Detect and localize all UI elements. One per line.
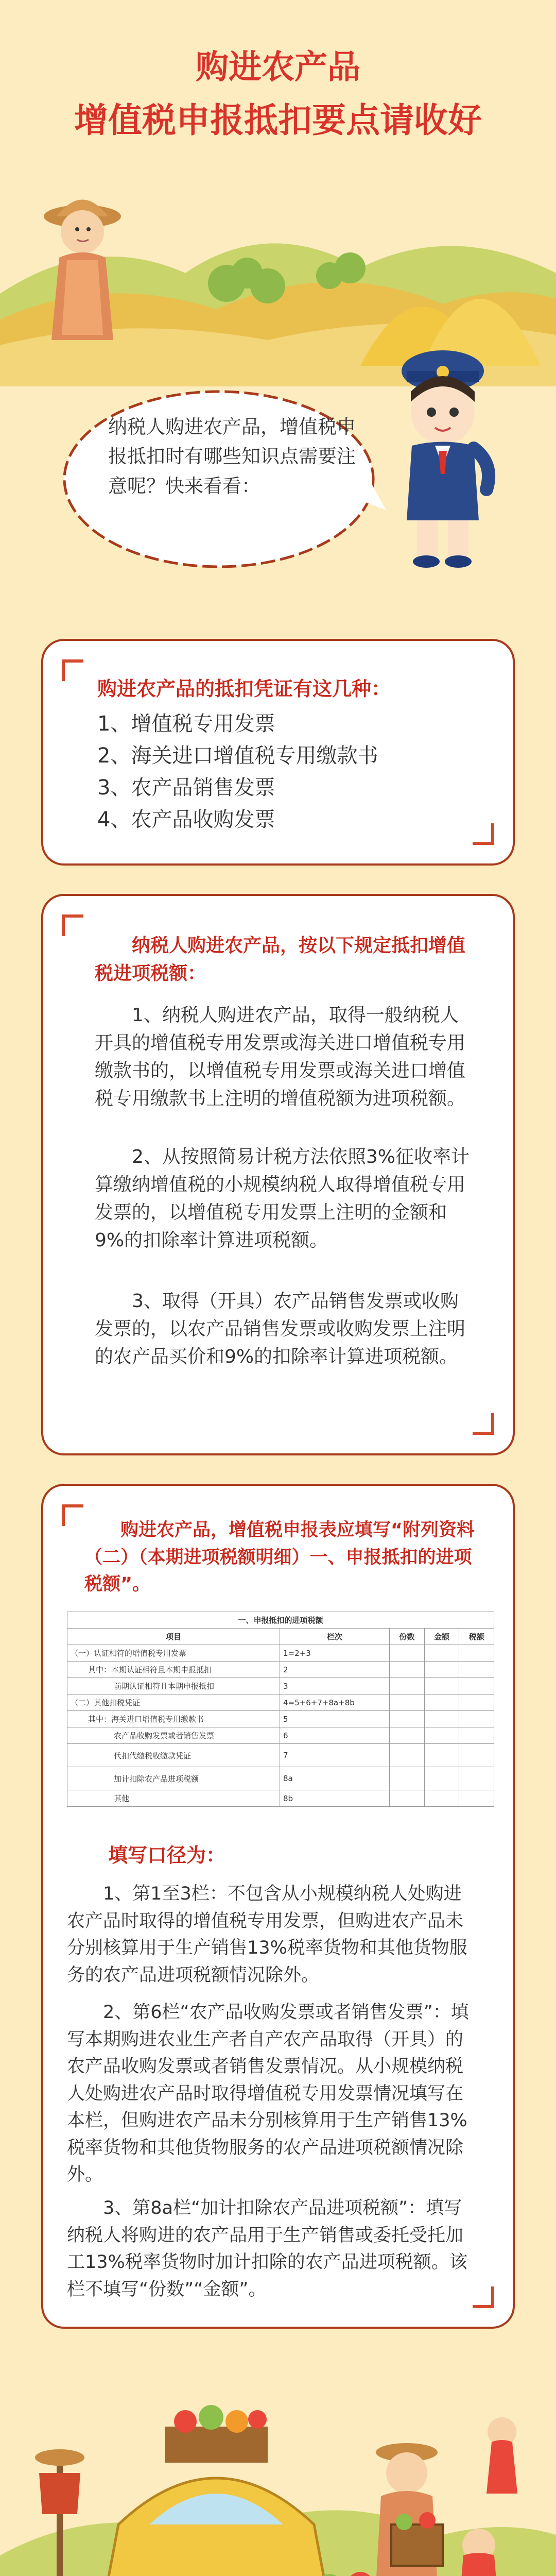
table-row [67,1645,494,1662]
intro-text: 纳税人购进农产品，增值税申报抵扣时有哪些知识点需要注意呢？快来看看： [108,416,356,497]
card2-heading: 纳税人购进农产品，按以下规定抵扣增值税进项税额： [95,935,466,984]
table-cell: 6 [280,1727,390,1744]
list-item: 1、增值税专用发票 [97,712,275,736]
table-cell: 5 [280,1711,390,1727]
table-cell: 其中：海关进口增值税专用缴款书 [67,1711,280,1727]
table-row [67,1678,494,1694]
table-row [67,1744,494,1767]
fill-paragraph: 1、第1至3栏：不包含从小规模纳税人处购进农产品时取得的增值税专用发票，但购进农产品未分别核算用于生产销售13%税率货物和其他货物服务的农产品进项税额情况除外。 [67,1884,467,1986]
table-row [67,1662,494,1678]
table-cell: 代扣代缴税收缴款凭证 [67,1744,280,1767]
table-cell: 8b [280,1790,390,1807]
list-item: 2、海关进口增值税专用缴款书 [97,744,378,768]
table-cell: （二）其他扣税凭证 [67,1694,280,1711]
table-cell: 农产品收购发票或者销售发票 [67,1727,280,1744]
table-cell: 其中：本期认证相符且本期申报抵扣 [67,1662,280,1678]
corner-decoration [473,1413,494,1435]
table-header: 栏次 [280,1629,390,1645]
corner-decoration [62,1504,83,1526]
table-header: 项目 [67,1629,280,1645]
card3-heading: 购进农产品，增值税申报表应填写“附列资料（二）（本期进项税额明细）一、申报抵扣的进项税额”。 [84,1520,475,1595]
table-cell: 4=5+6+7+8a+8b [280,1694,390,1711]
table-cell: 8a [280,1767,390,1790]
table-cell: 前期认证相符且本期申报抵扣 [67,1678,280,1694]
title-line-1: 购进农产品 [196,48,360,87]
corner-decoration [62,659,83,681]
rule-paragraph: 3、取得（开具）农产品销售发票或收购发票的，以农产品销售发票或收购发票上注明的农产品买价和9%的扣除率计算进项税额。 [95,1291,466,1367]
table-header: 税额 [459,1629,494,1645]
tax-officer-illustration [381,335,505,572]
card1-heading: 购进农产品的抵扣凭证有这几种： [97,677,391,700]
table-cell: 3 [280,1678,390,1694]
deduction-table [67,1612,494,1807]
table-cell: 2 [280,1662,390,1678]
voucher-types-card [41,639,515,866]
title-line-2: 增值税申报抵扣要点请收好 [74,100,482,141]
harvest-scene-illustration [0,2370,556,2576]
fill-paragraph: 3、第8a栏“加计扣除农产品进项税额”：填写纳税人将购进的农产品用于生产销售或委托受托加工13%税率货物时加计扣除的农产品进项税额。该栏不填写“份数”“金额”。 [67,2198,467,2300]
deduction-rules-card [41,894,515,1455]
list-item: 4、农产品收购发票 [97,808,275,832]
voucher-list [97,708,378,836]
fill-paragraph: 2、第6栏“农产品收购发票或者销售发票”：填写本期购进农业生产者自产农产品取得（开具）的农产品收购发票或者销售发票情况。从小规模纳税人处购进农产品时取得增值税专用发票情况填写在本栏，但购进农产品未分别核算用于生产销售13%税率货物和其他货物服务的农产品进项税额情况除外。 [67,2002,469,2185]
table-cell: （一）认证相符的增值税专用发票 [67,1645,280,1662]
fill-heading: 填写口径为： [108,1844,226,1867]
rule-paragraph: 1、纳税人购进农产品，取得一般纳税人开具的增值税专用发票或海关进口增值税专用缴款书的，以增值税专用发票或海关进口增值税专用缴款书上注明的增值税额为进项税额。 [95,1005,466,1109]
corner-decoration [62,914,83,936]
table-row [67,1727,494,1744]
corner-decoration [473,823,494,845]
table-title: 一、申报抵扣的进项税额 [67,1612,494,1629]
table-cell: 其他 [67,1790,280,1807]
table-row [67,1790,494,1807]
list-item: 3、农产品销售发票 [97,776,275,800]
table-cell: 1=2+3 [280,1645,390,1662]
table-row [67,1694,494,1711]
table-header: 份数 [390,1629,425,1645]
table-row [67,1767,494,1790]
table-cell: 加计扣除农产品进项税额 [67,1767,280,1790]
table-cell: 7 [280,1744,390,1767]
page-title [0,46,556,143]
rule-paragraph: 2、从按照简易计税方法依照3%征收率计算缴纳增值税的小规模纳税人取得增值税专用发票的，以增值税专用发票上注明的金额和9%的扣除率计算进项税额。 [95,1146,470,1251]
table-row [67,1711,494,1727]
table-header: 金额 [424,1629,459,1645]
